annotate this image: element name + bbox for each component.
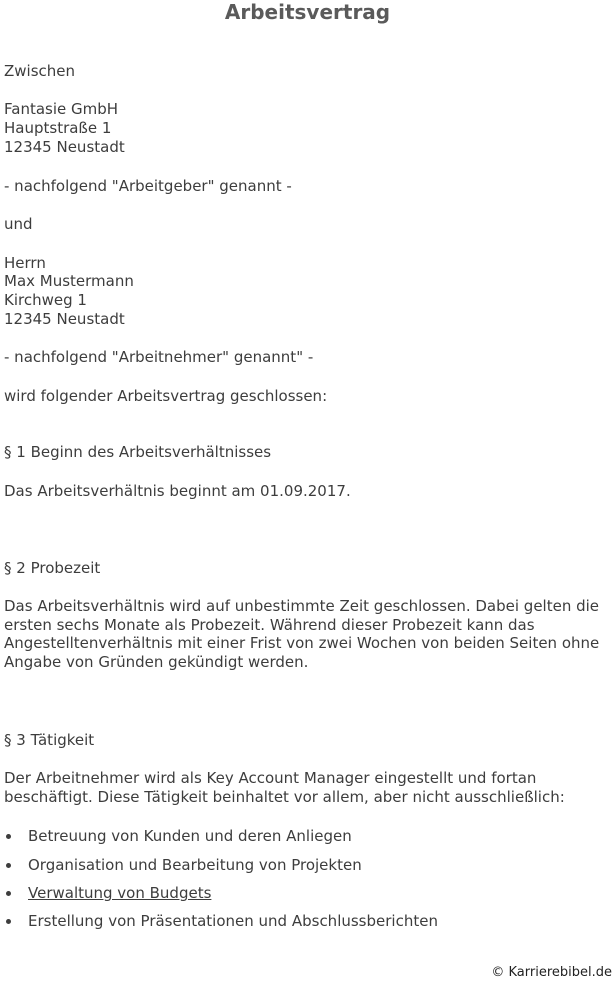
list-item-text: Erstellung von Präsentationen und Abschlussberichten [28, 912, 438, 930]
section-1-text: Das Arbeitsverhältnis beginnt am 01.09.2017. [4, 482, 351, 500]
employee-name: Max Mustermann [4, 272, 134, 290]
list-item-text: Betreuung von Kunden und deren Anliegen [28, 827, 352, 845]
copyright-notice: © Karrierebibel.de [491, 965, 612, 980]
employer-street: Hauptstraße 1 [4, 119, 112, 137]
list-item-text: Organisation und Bearbeitung von Projekten [28, 856, 362, 874]
and-text: und [4, 215, 33, 233]
employer-city: 12345 Neustadt [4, 138, 125, 156]
section-2-text: Das Arbeitsverhältnis wird auf unbestimmte Zeit geschlossen. Dabei gelten die ersten sechs Monate als Probezeit. Während dieser Probezeit kann das Angestelltenverhältnis mit einer Frist von zwei Wochen von beiden Seiten ohne Angabe von Gründen gekündigt werden. [4, 597, 600, 671]
intro-text: Zwischen [4, 62, 76, 80]
section-3-heading: § 3 Tätigkeit [4, 731, 95, 749]
bullet-icon [6, 891, 11, 896]
page-title: Arbeitsvertrag [224, 0, 391, 24]
agreement-text: wird folgender Arbeitsvertrag geschlossen: [4, 387, 328, 405]
employee-street: Kirchweg 1 [4, 291, 87, 309]
employee-salutation: Herrn [4, 254, 46, 272]
employer-name: Fantasie GmbH [4, 100, 119, 118]
section-3-text: Der Arbeitnehmer wird als Key Account Manager eingestellt und fortan beschäftigt. Diese Tätigkeit beinhaltet vor allem, aber nicht ausschließlich: [4, 769, 565, 806]
list-item-link[interactable]: Verwaltung von Budgets [28, 884, 212, 902]
employee-designation: - nachfolgend "Arbeitnehmer" genannt" - [4, 348, 314, 366]
section-1-heading: § 1 Beginn des Arbeitsverhältnisses [4, 443, 272, 461]
bullet-icon [6, 834, 11, 839]
employer-designation: - nachfolgend "Arbeitgeber" genannt - [4, 177, 292, 195]
employee-city: 12345 Neustadt [4, 310, 125, 328]
bullet-icon [6, 919, 11, 924]
section-2-heading: § 2 Probezeit [4, 559, 101, 577]
bullet-icon [6, 863, 11, 868]
